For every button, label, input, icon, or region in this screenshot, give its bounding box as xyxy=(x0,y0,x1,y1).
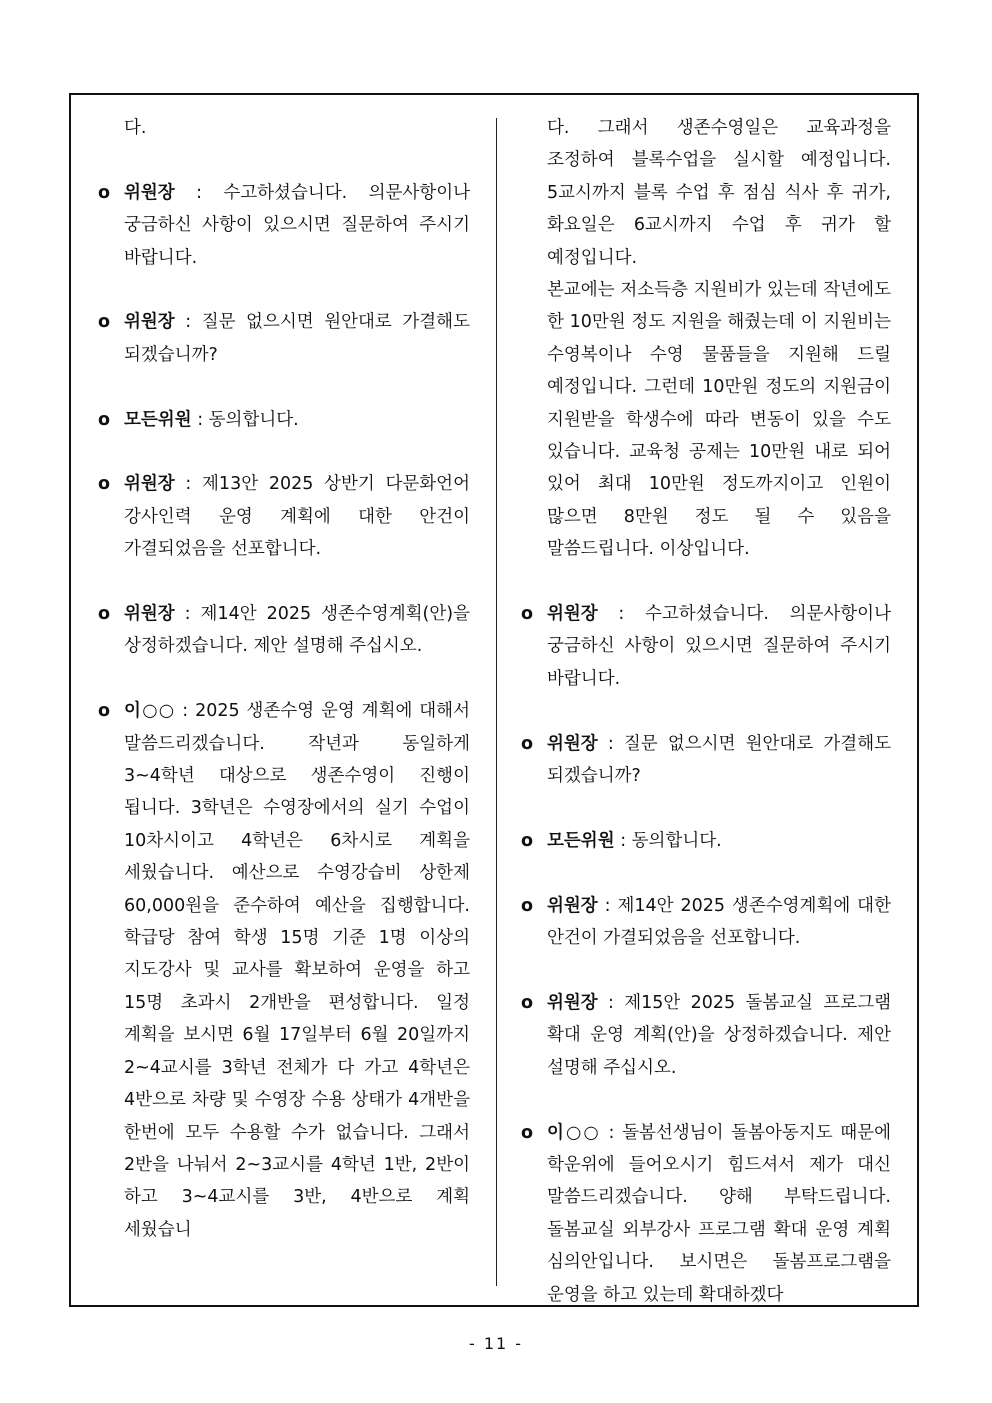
speaker-separator: : xyxy=(174,182,224,203)
bullet-marker: o xyxy=(521,604,534,625)
bullet-marker: o xyxy=(521,992,534,1013)
statement-text: 제15안 2025 돌봄교실 프로그램 확대 운영 계획(안)을 상정하겠습니다. 제안 설명해 주십시오. xyxy=(547,992,891,1078)
paragraph-text: 본교에는 저소득층 지원비가 있는데 작년에도 한 10만원 정도 지원을 해줬는데 이 지원비는 수영복이나 수영 물품들을 지원해 드릴 예정입니다. 그런데 10만원 정도의 지원금이 지원받을 학생수에 따라 변동이 있을 수도 있습니다. 교육청 공제는 10만원 내로 되어 있어 최대 10만원 정도까지이고 인원이 많으면 8만원 정도 될 수 있음을 말씀드립니다. 이상입니다. xyxy=(547,280,891,560)
paragraph-text: 다. 그래서 생존수영일은 교육과정을 조정하여 블록수업을 실시할 예정입니다. 5교시까지 블록 수업 후 점심 식사 후 귀가, 화요일은 6교시까지 수업 후 귀가 할 예정입니다. xyxy=(547,118,891,268)
continuation-paragraph xyxy=(98,112,470,144)
speaker-name: 모든위원 xyxy=(124,409,192,430)
statement-item xyxy=(98,306,470,371)
statement-item xyxy=(521,1117,891,1311)
speaker-name: 위원장 xyxy=(124,604,175,625)
bullet-marker: o xyxy=(98,604,111,625)
bullet-marker: o xyxy=(521,830,534,851)
bullet-marker: o xyxy=(98,409,111,430)
bullet-marker: o xyxy=(98,701,111,722)
statement-text: 제14안 2025 생존수영계획에 대한 안건이 가결되었음을 선포합니다. xyxy=(547,895,891,949)
statement-text: 제13안 2025 상반기 다문화언어 강사인력 운영 계획에 대한 안건이 가결되었음을 선포합니다. xyxy=(124,474,470,560)
speaker-name: 모든위원 xyxy=(547,830,615,851)
speaker-separator: : xyxy=(597,604,645,625)
speaker-separator: : xyxy=(597,733,624,754)
statement-item xyxy=(98,177,470,274)
bullet-marker: o xyxy=(98,474,111,495)
continuation-paragraph xyxy=(521,112,891,274)
paragraph-text: 다. xyxy=(124,118,147,138)
bullet-marker: o xyxy=(98,312,111,333)
statement-text: 동의합니다. xyxy=(631,830,722,851)
statement-text: 수고하셨습니다. 의문사항이나 궁금하신 사항이 있으시면 질문하여 주시기 바랍니다. xyxy=(547,604,891,689)
statement-item xyxy=(98,468,470,565)
statement-text: 수고하셨습니다. 의문사항이나 궁금하신 사항이 있으시면 질문하여 주시기 바랍니다. xyxy=(124,182,471,268)
speaker-name: 위원장 xyxy=(124,182,175,203)
bullet-marker: o xyxy=(521,895,534,916)
speaker-separator: : xyxy=(174,474,203,495)
speaker-separator: : xyxy=(597,895,618,916)
statement-item xyxy=(98,598,470,663)
statement-text: 제14안 2025 생존수영계획(안)을 상정하겠습니다. 제안 설명해 주십시오. xyxy=(124,604,470,657)
right-column xyxy=(521,112,891,1343)
speaker-name: 위원장 xyxy=(124,312,175,333)
speaker-name: 이○○ xyxy=(547,1122,601,1143)
speaker-name: 이○○ xyxy=(124,701,176,722)
statement-text: 질문 없으시면 원안대로 가결해도 되겠습니까? xyxy=(547,733,891,787)
statement-item xyxy=(98,404,470,436)
statement-item xyxy=(521,825,891,857)
speaker-separator: : xyxy=(174,312,202,333)
continuation-paragraph xyxy=(521,274,891,566)
page-number: - 11 - xyxy=(468,1334,524,1353)
bullet-marker: o xyxy=(521,733,534,754)
statement-text: 돌봄선생님이 돌봄아동지도 때문에 학운위에 들어오시기 힘드셔서 제가 대신 말씀드리겠습니다. 양해 부탁드립니다. 돌봄교실 외부강사 프로그램 확대 운영 계획 심의안입니다. 보시면은 돌봄프로그램을 운영을 하고 있는데 확대하겠다 xyxy=(547,1122,891,1305)
speaker-name: 위원장 xyxy=(547,733,598,754)
statement-item xyxy=(98,695,470,1246)
speaker-separator: : xyxy=(174,604,201,625)
speaker-name: 위원장 xyxy=(547,895,598,916)
statement-text: 질문 없으시면 원안대로 가결해도 되겠습니까? xyxy=(124,312,470,365)
speaker-name: 위원장 xyxy=(547,604,598,625)
bullet-marker: o xyxy=(98,182,111,203)
speaker-separator: : xyxy=(175,701,196,722)
speaker-separator: : xyxy=(191,409,209,430)
statement-text: 동의합니다. xyxy=(208,409,299,430)
statement-item xyxy=(521,598,891,695)
speaker-separator: : xyxy=(597,992,625,1013)
speaker-name: 위원장 xyxy=(124,474,175,495)
speaker-name: 위원장 xyxy=(547,992,598,1013)
statement-text: 2025 생존수영 운영 계획에 대해서 말씀드리겠습니다. 작년과 동일하게 3~4학년 대상으로 생존수영이 진행이 됩니다. 3학년은 수영장에서의 실기 수업이 10차시이고 4학년은 6차시로 계획을 세웠습니다. 예산으로 수영강습비 상한제 60,000원을 준수하여 예산을 집행합니다. 학급당 참여 학생 15명 기준 1명 이상의 지도강사 및 교사를 확보하여 운영을 하고 15명 초과시 2개반을 편성합니다. 일정 계획을 보시면 6월 17일부터 6월 20일까지 2~4교시를 3학년 전체가 다 가고 4학년은 4반으로 차량 및 수영장 수용 상태가 4개반을 한번에 모두 수용할 수가 없습니다. 그래서 2반을 나눠서 2~3교시를 4학년 1반, 2반이 하고 3~4교시를 3반, 4반으로 계획 세웠습니 xyxy=(124,701,470,1240)
statement-item xyxy=(521,987,891,1084)
left-column xyxy=(98,112,470,1279)
speaker-separator: : xyxy=(614,830,632,851)
bullet-marker: o xyxy=(521,1122,534,1143)
column-divider xyxy=(496,118,497,1286)
speaker-separator: : xyxy=(600,1122,623,1143)
statement-item xyxy=(521,728,891,793)
statement-item xyxy=(521,890,891,955)
